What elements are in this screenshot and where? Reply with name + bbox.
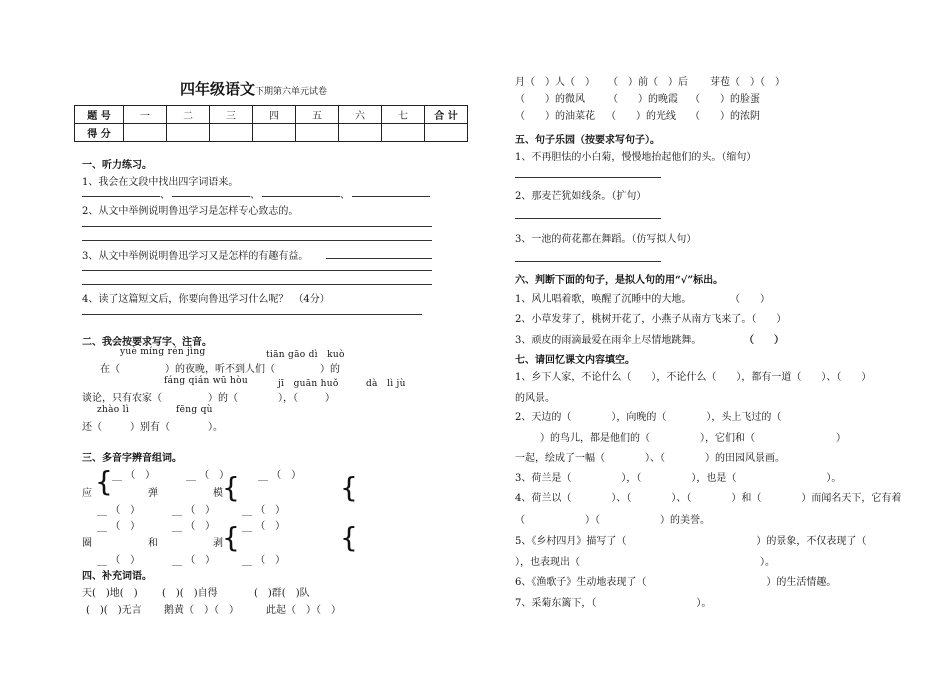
score-header-cell: 五 [296, 106, 339, 124]
pinyin: tiān gāo dì kuò [266, 350, 345, 360]
answer-line[interactable] [172, 196, 250, 197]
idiom-item: 鹅黄（ ）（ ） [164, 605, 239, 616]
fill-item: （ ）的油菜花 [515, 111, 595, 122]
score-header-cell: 四 [253, 106, 296, 124]
comma: 、 [250, 190, 260, 201]
polyphone-char: 模 [213, 488, 223, 499]
polyphone-char: 应 [82, 488, 92, 499]
blank-pair[interactable]: __ （ ） [97, 505, 141, 516]
section-2-heading: 二、我会按要求写字、注音。 [82, 337, 212, 348]
s2-text: 在（ [100, 364, 120, 375]
score-table [74, 105, 468, 142]
s1-question-2: 2、从文中举例说明鲁迅学习是怎样专心致志的。 [82, 206, 299, 217]
s1-question-3: 3、从文中举例说明鲁迅学习又是怎样的有趣有益。 [82, 251, 309, 262]
score-table-header-row [75, 106, 468, 124]
section-6-heading: 六、判断下面的句子，是拟人句的用“√”标出。 [515, 275, 724, 286]
section-5-heading: 五、句子乐园（按要求写句子）。 [515, 135, 660, 146]
s2-text: 谈论，只有农家（ [82, 393, 162, 404]
score-input-cell[interactable] [210, 124, 253, 142]
blank-pair[interactable]: __ （ ） [242, 505, 286, 516]
idiom-item: ( )( )自得 [162, 588, 218, 599]
score-input-cell[interactable] [124, 124, 167, 142]
s5-question-2: 2、那麦芒犹如线条。（扩句） [515, 191, 647, 202]
fill-item: （ ）前（ ）后 [608, 77, 688, 88]
blank-pair[interactable]: __ （ ） [172, 521, 216, 532]
brace-icon: { [95, 465, 113, 498]
score-input-cell[interactable] [339, 124, 382, 142]
blank-pair[interactable]: __ （ ） [172, 505, 216, 516]
s6-question-1: 1、风儿唱着歌，唤醒了沉睡中的大地。 [515, 294, 692, 305]
s7-line: 7、采菊东篱下，（ ）。 [515, 598, 712, 609]
s7-line: ）的鸟儿，都是他们的（ [540, 433, 650, 444]
answer-line[interactable] [515, 218, 661, 219]
s1-question-1: 1、我会在文段中找出四字词语来。 [82, 177, 239, 188]
s7-line: 1、乡下人家，不论什么（ ），不论什么（ ），都有一道（ ）、（ ） [515, 372, 872, 383]
s7-line: 3、荷兰是（ ），（ ），也是（ ）。 [515, 473, 842, 484]
answer-line[interactable] [515, 177, 661, 178]
score-header-cell: 三 [210, 106, 253, 124]
score-input-cell[interactable] [167, 124, 210, 142]
check-box[interactable]: （ ） [730, 294, 770, 305]
comma: 、 [340, 190, 350, 201]
blank-pair[interactable]: __ （ ） [186, 470, 230, 481]
fill-item: （ ）的微风 [515, 94, 585, 105]
blank-pair[interactable]: __ （ ） [97, 521, 141, 532]
answer-line[interactable] [352, 196, 430, 197]
s1-question-4: 4、读了这篇短文后，你要向鲁迅学习什么呢？ （4分） [82, 294, 330, 305]
s2-text: ）别有（ [130, 422, 170, 433]
blank-pair[interactable]: __ （ ） [97, 555, 141, 566]
s7-line: ），它们和（ [700, 433, 755, 444]
blank-pair[interactable]: __ （ ） [258, 470, 302, 481]
s2-text: ），（ [278, 393, 298, 404]
s7-line: 2、天边的（ ），向晚的（ ），头上飞过的（ [515, 412, 782, 423]
score-header-cell: 一 [124, 106, 167, 124]
pinyin: jī guān huǒ [278, 379, 339, 389]
answer-line[interactable] [82, 270, 432, 271]
s2-text: ）的（ [208, 393, 238, 404]
idiom-item: ( )( )无言 [86, 605, 142, 616]
score-table-score-row [75, 124, 468, 142]
score-label-cell: 得 分 [75, 124, 124, 142]
pinyin: fēng qù [176, 405, 213, 415]
brace-icon: { [222, 471, 240, 504]
section-4-heading: 四、补充词语。 [82, 571, 152, 582]
fill-item: 芽苞（ ）（ ） [710, 77, 785, 88]
s6-question-2: 2、小草发芽了，桃树开花了，小燕子从南方飞来了。（ ） [515, 314, 787, 325]
s2-text: ）。 [208, 422, 223, 433]
brace-icon: { [340, 471, 358, 504]
section-7-heading: 七、请回忆课文内容填空。 [515, 355, 635, 366]
check-box[interactable]: （ ） [744, 335, 784, 346]
s7-line: 的风景。 [515, 393, 555, 404]
answer-line[interactable] [82, 196, 160, 197]
fill-item: （ ）的脸蛋 [690, 94, 760, 105]
s5-question-1: 1、不再胆怯的小白菊，慢慢地抬起他们的头。（缩句） [515, 152, 757, 163]
s7-line: ） [836, 433, 846, 444]
blank-pair[interactable]: __ （ ） [112, 470, 156, 481]
polyphone-char: 和 [148, 538, 158, 549]
score-header-cell: 六 [339, 106, 382, 124]
fill-item: （ ）的晚霞 [608, 94, 678, 105]
idiom-item: 天( )地( ) [82, 588, 138, 599]
s7-line: 4、荷兰以（ ）、（ ）、（ ）和（ ）而闻名天下，它有着 [515, 493, 902, 504]
answer-line[interactable] [82, 314, 422, 315]
section-3-heading: 三、多音字辨音组词。 [82, 453, 182, 464]
answer-line[interactable] [82, 226, 432, 227]
comma: 、 [160, 190, 170, 201]
score-input-cell[interactable] [253, 124, 296, 142]
idiom-item: 此起（ ）（ ） [266, 605, 341, 616]
score-input-cell[interactable] [425, 124, 468, 142]
pinyin: zhào lì [97, 405, 130, 415]
idiom-item: ( )群( )队 [254, 588, 310, 599]
answer-line[interactable] [82, 240, 432, 241]
s5-question-3: 3、一池的荷花都在舞蹈。（仿写拟人句） [515, 234, 697, 245]
polyphone-char: 圈 [82, 538, 92, 549]
fill-item: （ ）的光线 [606, 111, 676, 122]
blank-pair[interactable]: __ （ ） [172, 555, 216, 566]
blank-pair[interactable]: __ （ ） [242, 521, 286, 532]
s2-text: ）的 [320, 364, 340, 375]
s7-line: 一起，绘成了一幅（ ）、（ ）的田园风景画。 [515, 453, 785, 464]
fill-item: （ ）的浓阴 [690, 111, 760, 122]
answer-line[interactable] [262, 196, 340, 197]
brace-icon: { [222, 521, 240, 554]
polyphone-char: 弹 [148, 488, 158, 499]
pinyin: fáng qián wū hòu [164, 376, 248, 386]
answer-line[interactable] [82, 284, 432, 285]
s7-line: ），也表现出（ ）。 [515, 557, 775, 568]
score-header-cell: 题 号 [75, 106, 124, 124]
s2-text: ）的夜晚，听不到人们（ [165, 364, 275, 375]
s6-question-3: 3、顽皮的雨滴最爱在雨伞上尽情地跳舞。 [515, 335, 702, 346]
score-header-cell: 二 [167, 106, 210, 124]
score-input-cell[interactable] [382, 124, 425, 142]
score-input-cell[interactable] [296, 124, 339, 142]
pinyin: yuè míng rén jìng [120, 347, 206, 357]
pinyin: dà lì jù [366, 379, 406, 389]
page-title: 四年级语文下期第六单元试卷 [180, 80, 328, 98]
score-header-cell: 合 计 [425, 106, 468, 124]
s2-text: ） [325, 393, 335, 404]
answer-line[interactable] [515, 261, 661, 262]
blank-pair[interactable]: __ （ ） [242, 555, 286, 566]
brace-icon: { [340, 521, 358, 554]
s2-text: 还（ [82, 422, 102, 433]
fill-item: 月（ ）人（ ） [515, 77, 595, 88]
s7-line: 6、《渔歌子》生动地表现了（ ）的生活情趣。 [515, 577, 837, 588]
section-1-heading: 一、听力练习。 [82, 160, 152, 171]
score-header-cell: 七 [382, 106, 425, 124]
polyphone-char: 剥 [213, 538, 223, 549]
page-subtitle: 下期第六单元试卷 [255, 87, 328, 97]
s7-line: 5、《乡村四月》描写了（ ）的景象，不仅表现了（ [515, 536, 867, 547]
s7-line: （ ）（ ）的美誉。 [515, 515, 710, 526]
answer-line[interactable] [326, 258, 432, 259]
